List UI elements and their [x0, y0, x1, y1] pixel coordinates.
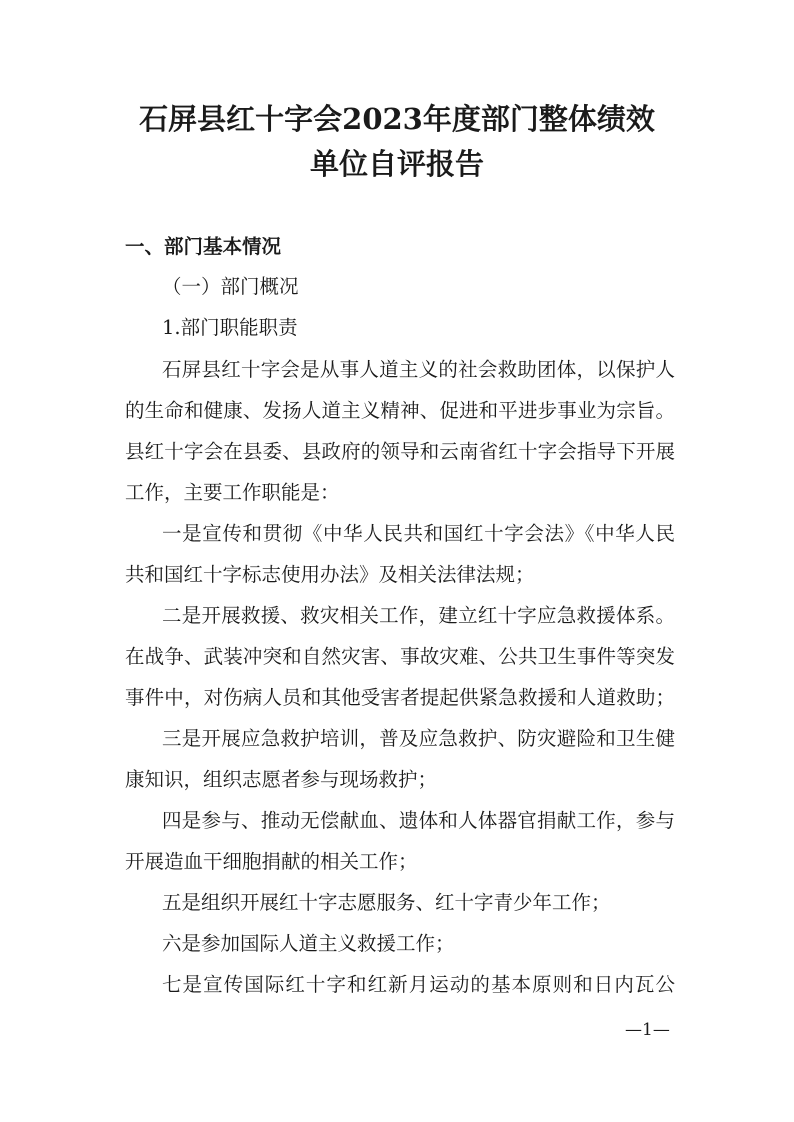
duty-5-line-1: 五是组织开展红十字志愿服务、红十字青少年工作； [162, 891, 611, 914]
document-title-line-2: 单位自评报告 [309, 147, 484, 181]
subsection-heading: （一）部门概况 [162, 275, 299, 298]
duty-1-line-1: 一是宣传和贯彻《中华人民共和国红十字会法》《中华人民 [162, 522, 675, 545]
duty-4-line-2: 开展造血干细胞捐献的相关工作； [125, 850, 418, 873]
duty-2-line-1: 二是开展救援、救灾相关工作，建立红十字应急救援体系。 [162, 604, 675, 627]
intro-line-2: 的生命和健康、发扬人道主义精神、促进和平进步事业为宗旨。 [125, 399, 675, 422]
duty-4-line-1: 四是参与、推动无偿献血、遗体和人体器官捐献工作，参与 [162, 809, 675, 832]
item-heading: 1.部门职能职责 [162, 316, 298, 339]
section-heading: 一、部门基本情况 [125, 235, 282, 258]
duty-2-line-2: 在战争、武装冲突和自然灾害、事故灾难、公共卫生事件等突发 [125, 645, 675, 668]
intro-line-4: 工作，主要工作职能是： [125, 481, 340, 504]
duty-2-line-3: 事件中，对伤病人员和其他受害者提起供紧急救援和人道救助； [125, 686, 675, 709]
duty-7-line-1: 七是宣传国际红十字和红新月运动的基本原则和日内瓦公 [162, 973, 675, 996]
intro-line-3: 县红十字会在县委、县政府的领导和云南省红十字会指导下开展 [125, 440, 675, 463]
intro-line-1: 石屏县红十字会是从事人道主义的社会救助团体，以保护人 [162, 358, 675, 381]
document-title-line-1: 石屏县红十字会2023年度部门整体绩效 [139, 102, 655, 136]
duty-3-line-1: 三是开展应急救护培训，普及应急救护、防灾避险和卫生健 [162, 727, 675, 750]
duty-1-line-2: 共和国红十字标志使用办法》及相关法律法规； [125, 563, 535, 586]
duty-6-line-1: 六是参加国际人道主义救援工作； [162, 932, 455, 955]
page-number: —1— [625, 1020, 670, 1040]
duty-3-line-2: 康知识，组织志愿者参与现场救护； [125, 768, 438, 791]
